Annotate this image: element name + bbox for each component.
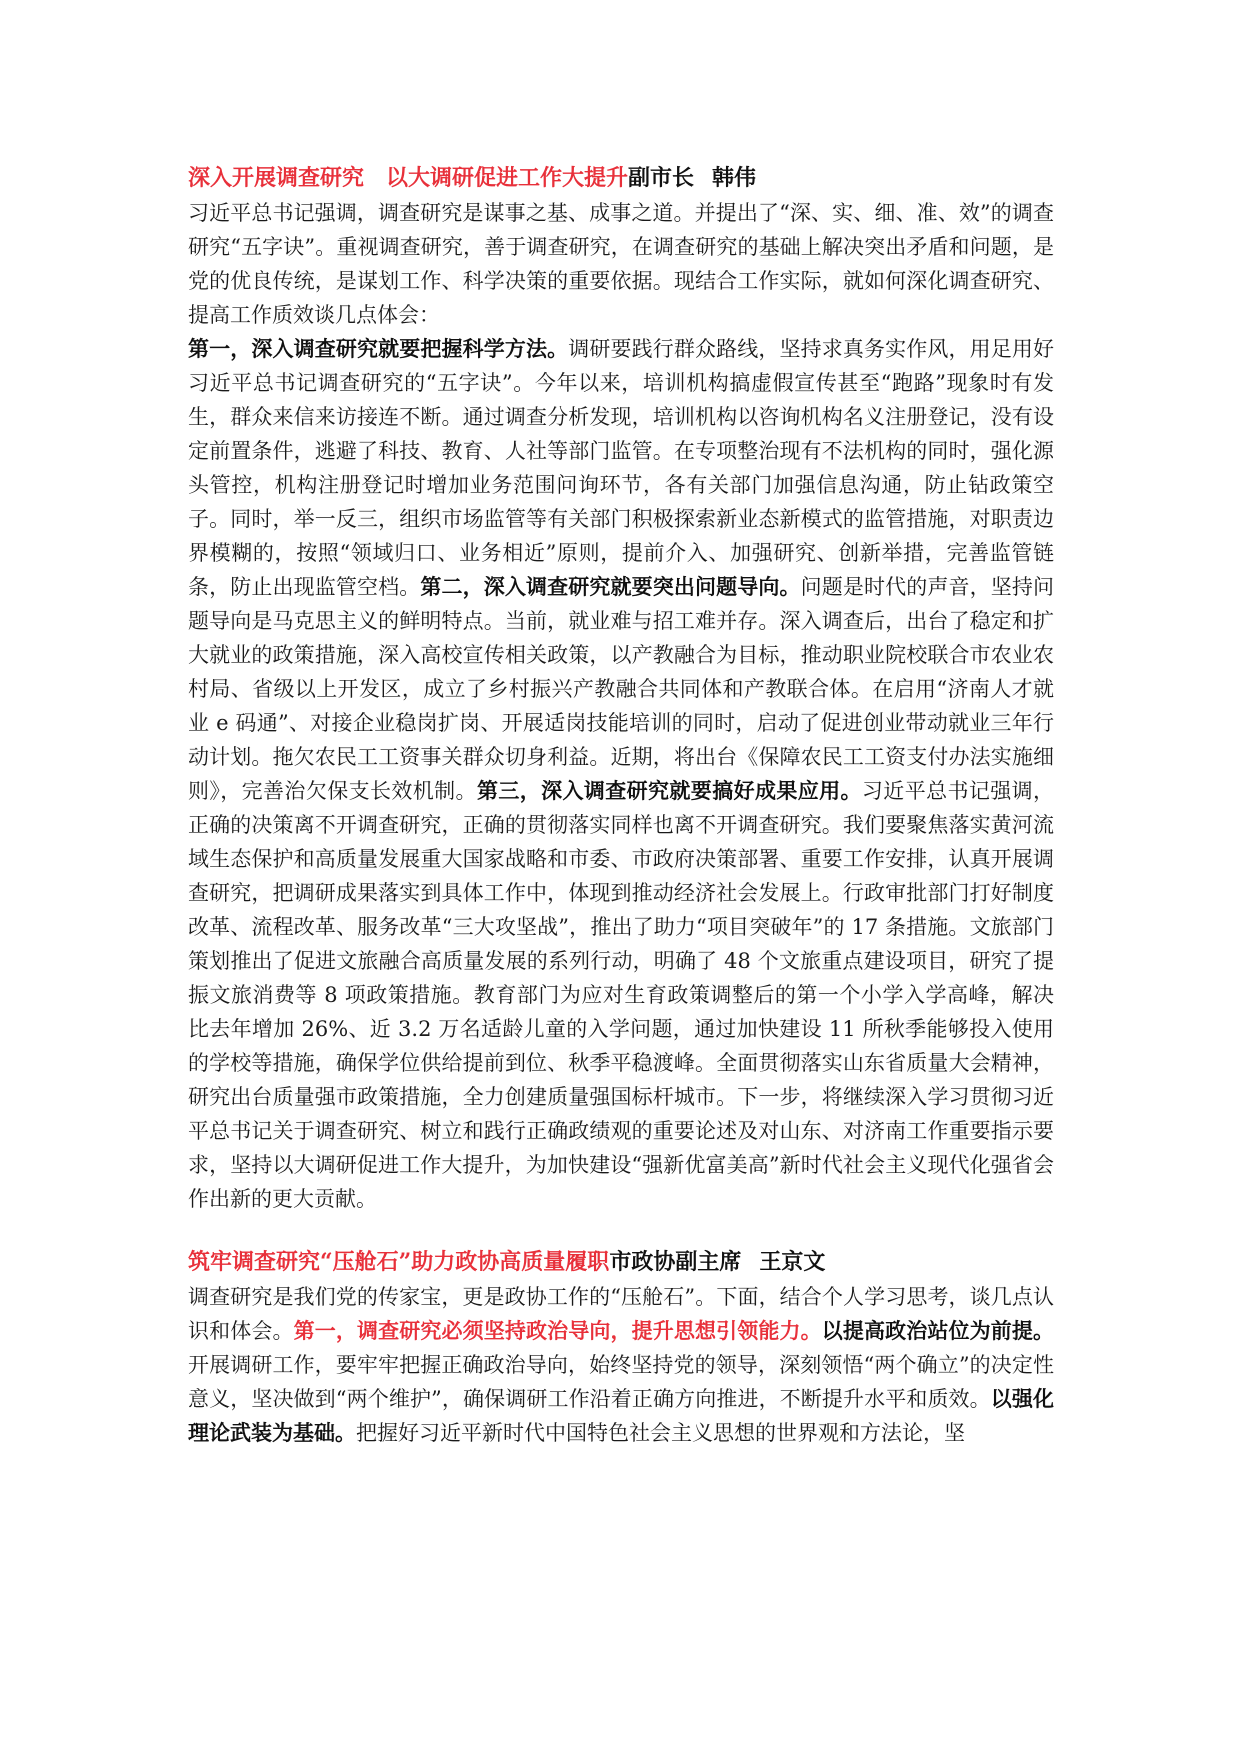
body-text: 开展调研工作，要牢牢把握正确政治导向，始终坚持党的领导，深刻领悟“两个确立”的决定性意义，坚决做到“两个维护”，确保调研工作沿着正确方向推进，不断提升水平和质效。 [188, 1353, 1054, 1411]
article-1-heading [188, 160, 1054, 196]
body-text: 调研要践行群众路线，坚持求真务实作风，用足用好习近平总书记调查研究的“五字诀”。今年以来，培训机构搞虚假宣传甚至“跑路”现象时有发生，群众来信来访接连不断。通过调查分析发现，培训机构以咨询机构名义注册登记，没有设定前置条件，逃避了科技、教育、人社等部门监管。在专项整治现有不法机构的同时，强化源头管控，机构注册登记时增加业务范围问询环节，各有关部门加强信息沟通，防止钻政策空子。同时，举一反三，组织市场监管等有关部门积极探索新业态新模式的监管措施，对职责边界模糊的，按照“领域归口、业务相近”原则，提前介入、加强研究、创新举措，完善监管链条，防止出现监管空档。 [188, 337, 1054, 599]
article-2-title: 筑牢调查研究“压舱石”助力政协高质量履职 [188, 1249, 610, 1275]
document-page [188, 160, 1054, 1450]
point-heading-2: 第二，深入调查研究就要突出问题导向。 [420, 574, 801, 599]
article-1-author-role: 副市长 [628, 165, 695, 191]
body-text: 习近平总书记强调，调查研究是谋事之基、成事之道。并提出了“深、实、细、准、效”的调查研究“五字诀”。重视调查研究，善于调查研究，在调查研究的基础上解决突出矛盾和问题，是党的优良传统，是谋划工作、科学决策的重要依据。现结合工作实际，就如何深化调查研究、提高工作质效谈几点体会： [188, 201, 1054, 327]
sub-point-heading-2: 以强化理论武装为基础。 [188, 1386, 1055, 1445]
article-2 [188, 1244, 1054, 1450]
article-1-author-name: 韩伟 [712, 165, 757, 191]
article-2-body [188, 1280, 1054, 1450]
article-1-title: 深入开展调查研究 以大调研促进工作大提升 [188, 165, 629, 191]
article-1 [188, 160, 1054, 1216]
point-heading-3: 第三，深入调查研究就要搞好成果应用。 [476, 778, 862, 803]
article-2-heading [188, 1244, 1054, 1280]
point-heading-1: 第一，深入调查研究就要把握科学方法。 [188, 336, 569, 361]
body-text: 问题是时代的声音，坚持问题导向是马克思主义的鲜明特点。当前，就业难与招工难并存。深入调查后，出台了稳定和扩大就业的政策措施，深入高校宣传相关政策，以产教融合为目标，推动职业院校联合市农业农村局、省级以上开发区，成立了乡村振兴产教融合共同体和产教联合体。在启用“济南人才就业 e 码通”、对接企业稳岗扩岗、开展适岗技能培训的同时，启动了促进创业带动就业三年行动计划。拖欠农民工工资事关群众切身利益。近期，将出台《保障农民工工资支付办法实施细则》，完善治欠保支长效机制。 [188, 575, 1054, 803]
sub-point-heading-1: 以提高政治站位为前提。 [821, 1318, 1054, 1343]
article-2-author-name: 王京文 [759, 1249, 826, 1275]
point-heading-red-1: 第一，调查研究必须坚持政治导向，提升思想引领能力。 [293, 1318, 822, 1343]
article-2-author-role: 市政协副主席 [609, 1249, 742, 1275]
article-1-body [188, 196, 1054, 1216]
body-text: 习近平总书记强调，正确的决策离不开调查研究，正确的贯彻落实同样也离不开调查研究。我们要聚焦落实黄河流域生态保护和高质量发展重大国家战略和市委、市政府决策部署、重要工作安排，认真开展调查研究，把调研成果落实到具体工作中，体现到推动经济社会发展上。行政审批部门打好制度改革、流程改革、服务改革“三大攻坚战”，推出了助力“项目突破年”的 17 条措施。文旅部门策划推出了促进文旅融合高质量发展的系列行动，明确了 48 个文旅重点建设项目，研究了提振文旅消费等 8 项政策措施。教育部门为应对生育政策调整后的第一个小学入学高峰，解决比去年增加 26%、近 3.2 万名适龄儿童的入学问题，通过加快建设 11 所秋季能够投入使用的学校等措施，确保学位供给提前到位、秋季平稳渡峰。全面贯彻落实山东省质量大会精神，研究出台质量强市政策措施，全力创建质量强国标杆城市。下一步，将继续深入学习贯彻习近平总书记关于调查研究、树立和践行正确政绩观的重要论述及对山东、对济南工作重要指示要求，坚持以大调研促进工作大提升，为加快建设“强新优富美高”新时代社会主义现代化强省会作出新的更大贡献。 [188, 779, 1055, 1211]
body-text: 把握好习近平新时代中国特色社会主义思想的世界观和方法论，坚 [356, 1421, 965, 1445]
body-text: 调查研究是我们党的传家宝，更是政协工作的“压舱石”。下面，结合个人学习思考，谈几点认识和体会。 [188, 1285, 1054, 1343]
